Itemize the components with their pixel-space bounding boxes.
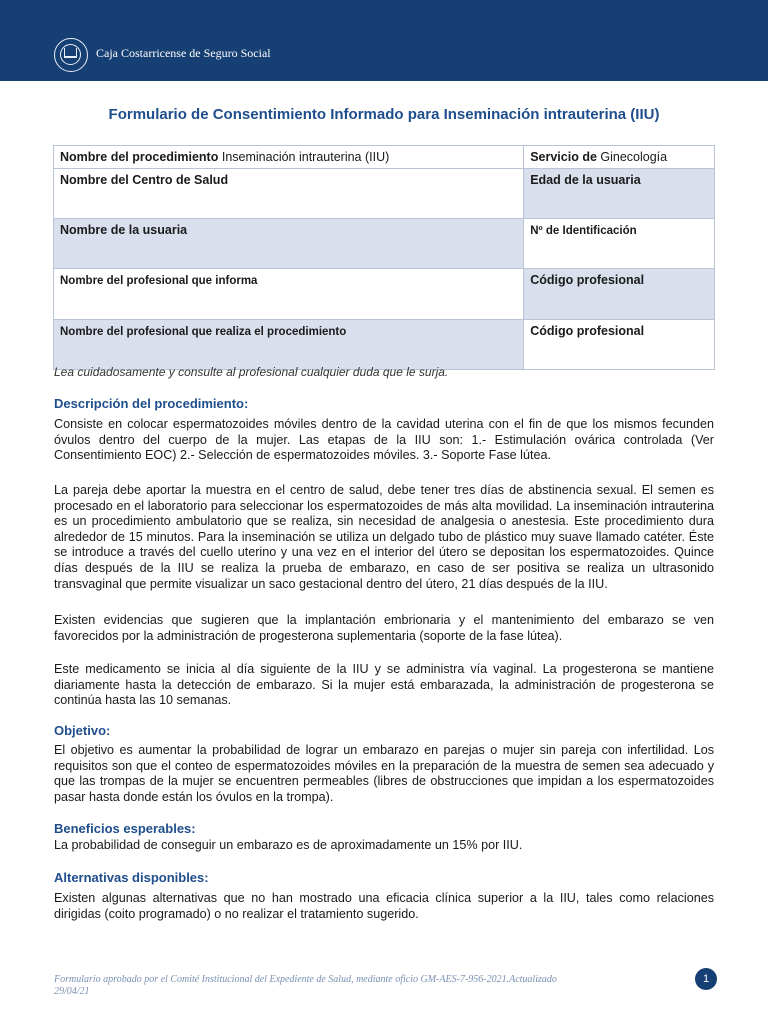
benefits-heading: Beneficios esperables:: [54, 821, 196, 836]
procedure-value: Inseminación intrauterina (IIU): [221, 150, 390, 164]
org-name: Caja Costarricense de Seguro Social: [96, 46, 271, 60]
description-paragraph-1: Consiste en colocar espermatozoides móviles dentro de la cavidad uterina con el fin de que los mismos fecunden óvulos dentro del cuerpo de la mujer. Las etapas de la IIU son: 1.- Estimulación ovárica controlada (Ver Consentimiento EOC) 2.- Selección de espermatozoides móviles. 3.- Soporte Fase lútea.: [54, 417, 714, 463]
objective-heading: Objetivo:: [54, 723, 111, 738]
user-age-field[interactable]: [524, 169, 715, 219]
professional-code-label-1: Código profesional: [530, 273, 645, 287]
description-paragraph-4: Este medicamento se inicia al día siguiente de la IIU y se administra vía vaginal. La progesterona se mantiene diariamente hasta la detección de embarazo. Si la mujer está embarazada, la administración de progesterona se continúa hasta las 10 semanas.: [54, 662, 714, 708]
procedure-label: Nombre del procedimiento: [60, 150, 219, 164]
footer-approval-text: Formulario aprobado por el Comité Institucional del Expediente de Salud, mediante oficio GM-AES-7-956-2021.Actualizado 29/04/21: [54, 974, 557, 997]
user-name-label: Nombre de la usuaria: [60, 223, 188, 237]
service-label: Servicio de: [530, 150, 597, 164]
form-title: Formulario de Consentimiento Informado para Inseminación intrauterina (IIU): [108, 106, 660, 123]
professional-code-label-2: Código profesional: [530, 324, 645, 338]
ccss-seal-icon: [54, 38, 88, 72]
informing-professional-field[interactable]: [54, 269, 524, 320]
description-heading: Descripción del procedimiento:: [54, 396, 249, 411]
professional-code-field-1[interactable]: [524, 269, 715, 320]
user-name-field[interactable]: [54, 219, 524, 269]
informing-professional-label: Nombre del profesional que informa: [60, 275, 258, 287]
id-number-label: Nº de Identificación: [530, 225, 637, 237]
performing-professional-label: Nombre del profesional que realiza el procedimiento: [60, 326, 347, 338]
alternatives-paragraph: Existen algunas alternativas que no han mostrado una eficacia clínica superior a la IIU, tales como relaciones dirigidas (coito programado) o no realizar el tratamiento sugerido.: [54, 891, 714, 921]
page-number-badge: 1: [695, 968, 717, 990]
performing-professional-field[interactable]: [54, 320, 524, 370]
professional-code-field-2[interactable]: [524, 320, 715, 370]
objective-paragraph: El objetivo es aumentar la probabilidad de lograr un embarazo en parejas o mujer sin pareja con infertilidad. Los requisitos son que el conteo de espermatozoides móviles en la preparación de la muestra de semen sea adecuado y que las trompas de la mujer se encuentren permeables (libres de obstrucciones que impidan a los espermatozoides pasar hasta donde están los óvulos en la trompa).: [54, 743, 714, 804]
procedure-cell: [54, 146, 524, 169]
instruction-note: Lea cuidadosamente y consulte al profesional cualquier duda que le surja.: [54, 365, 449, 379]
page-header: [0, 0, 768, 81]
health-center-field[interactable]: [54, 169, 524, 219]
id-number-field[interactable]: [524, 219, 715, 269]
health-center-label: Nombre del Centro de Salud: [60, 173, 229, 187]
description-paragraph-3: Existen evidencias que sugieren que la implantación embrionaria y el mantenimiento del embarazo se ven favorecidos por la administración de progesterona suplementaria (soporte de la fase lútea).: [54, 613, 714, 643]
user-age-label: Edad de la usuaria: [530, 173, 641, 187]
alternatives-heading: Alternativas disponibles:: [54, 870, 209, 885]
description-paragraph-2: La pareja debe aportar la muestra en el centro de salud, debe tener tres días de abstinencia sexual. El semen es procesado en el laboratorio para seleccionar los espermatozoides de más alta movilidad. La inseminación intrauterina es un procedimiento ambulatorio que se realiza, sin necesidad de analgesia o anestesia. Este procedimiento dura alrededor de 15 minutos. Para la inseminación se utiliza un delgado tubo de plástico muy suave llamado catéter. Éste se introduce a través del cuello uterino y una vez en el interior del útero se depositan los espermatozoides. Quince días después de la IIU se realiza la prueba de embarazo, en caso de ser positiva se realiza un ultrasonido transvaginal que permite visualizar un saco gestacional dentro del útero, 21 días después de la IIU.: [54, 483, 714, 591]
patient-info-table: [53, 145, 715, 370]
benefits-paragraph: La probabilidad de conseguir un embarazo es de aproximadamente un 15% por IIU.: [54, 838, 523, 852]
service-value: Ginecología: [600, 150, 668, 164]
service-cell: [524, 146, 715, 169]
